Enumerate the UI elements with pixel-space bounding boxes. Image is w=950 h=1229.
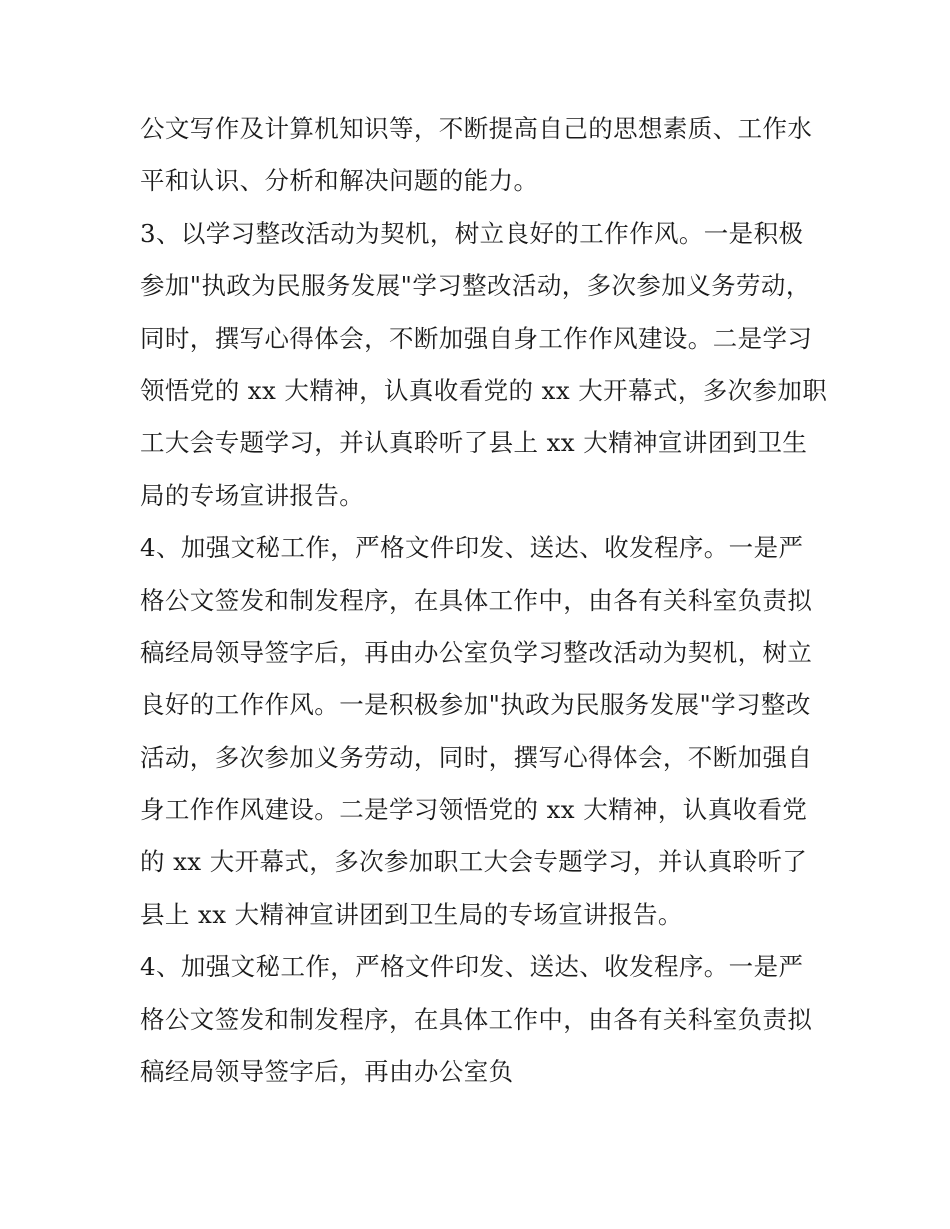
text-line: 平和认识、分析和解决问题的能力。 bbox=[140, 166, 539, 196]
text-line: 参加"执政为民服务发展"学习整改活动，多次参加义务劳动， bbox=[140, 271, 811, 301]
text-line: 工大会专题学习，并认真聆听了县上 xx 大精神宣讲团到卫生 bbox=[140, 428, 808, 458]
text-line: 格公文签发和制发程序，在具体工作中，由各有关科室负责拟 bbox=[140, 1004, 813, 1034]
text-line: 领悟党的 xx 大精神，认真收看党的 xx 大开幕式，多次参加职 bbox=[140, 375, 828, 405]
text-line: 3、以学习整改活动为契机，树立良好的工作作风。一是积极 bbox=[140, 218, 804, 248]
text-line: 稿经局领导签字后，再由办公室负 bbox=[140, 1057, 514, 1087]
text-line: 4、加强文秘工作，严格文件印发、送达、收发程序。一是严 bbox=[140, 533, 804, 563]
text-line: 稿经局领导签字后，再由办公室负学习整改活动为契机，树立 bbox=[140, 637, 813, 667]
text-line: 4、加强文秘工作，严格文件印发、送达、收发程序。一是严 bbox=[140, 952, 804, 982]
text-line: 良好的工作作风。一是积极参加"执政为民服务发展"学习整改 bbox=[140, 690, 811, 720]
text-line: 活动，多次参加义务劳动，同时，撰写心得体会，不断加强自 bbox=[140, 742, 813, 772]
text-line: 公文写作及计算机知识等，不断提高自己的思想素质、工作水 bbox=[140, 114, 813, 143]
text-line: 同时，撰写心得体会，不断加强自身工作作风建设。二是学习 bbox=[140, 323, 813, 353]
text-line: 县上 xx 大精神宣讲团到卫生局的专场宣讲报告。 bbox=[140, 899, 683, 929]
text-line: 格公文签发和制发程序，在具体工作中，由各有关科室负责拟 bbox=[140, 585, 813, 615]
text-line: 局的专场宣讲报告。 bbox=[140, 480, 365, 510]
document-body bbox=[140, 103, 828, 1098]
text-line: 身工作作风建设。二是学习领悟党的 xx 大精神，认真收看党 bbox=[140, 795, 808, 825]
text-line: 的 xx 大开幕式，多次参加职工大会专题学习，并认真聆听了 bbox=[140, 847, 808, 877]
